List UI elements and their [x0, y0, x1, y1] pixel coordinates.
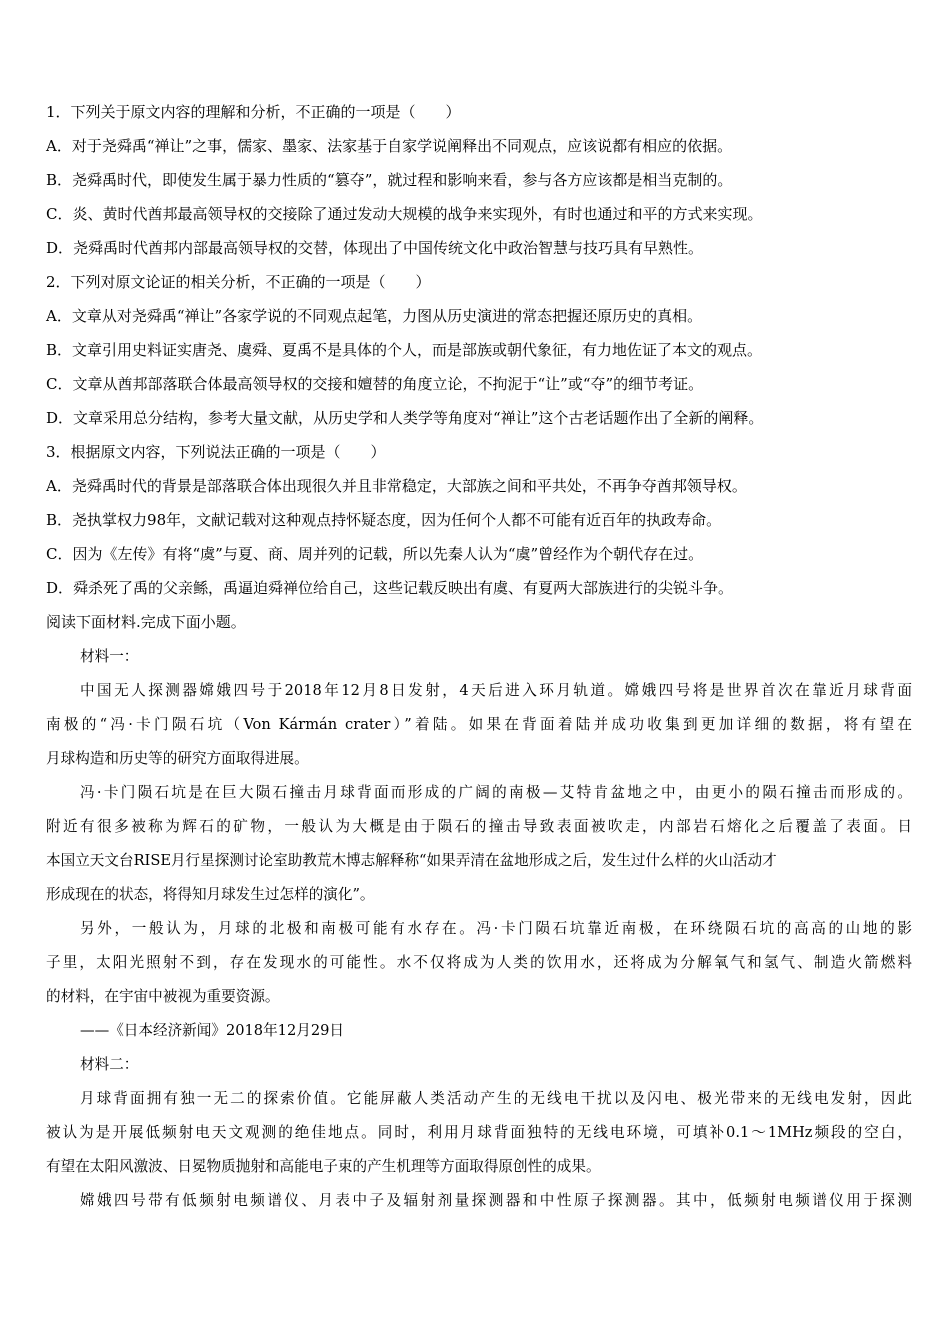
material1-heading: 材料一：	[80, 648, 139, 665]
material2-heading: 材料二：	[80, 1056, 139, 1073]
question-3-option-b: B．尧执掌权力98年，文献记载对这种观点持怀疑态度，因为任何个人都不可能有近百年的执政寿命。	[46, 511, 722, 529]
material1-line: 月球构造和历史等的研究方面取得进展。	[46, 750, 309, 767]
material2-line: 嫦娥四号带有低频射电频谱仪、月表中子及辐射剂量探测器和中性原子探测器。其中，低频射电频谱仪用于探测	[80, 1192, 912, 1209]
question-3-option-c: C．因为《左传》有将“虞”与夏、商、周并列的记载，所以先秦人认为“虞”曾经作为个朝代存在过。	[46, 545, 704, 563]
question-3-option-a: A．尧舜禹时代的背景是部落联合体出现很久并且非常稳定，大部族之间和平共处，不再争夺酋邦领导权。	[46, 477, 747, 495]
question-1-stem: 1．下列关于原文内容的理解和分析，不正确的一项是（ ）	[46, 103, 461, 121]
question-2-option-d: D．文章采用总分结构，参考大量文献，从历史学和人类学等角度对“禅让”这个古老话题作出了全新的阐释。	[46, 409, 764, 427]
material2-line: 月球背面拥有独一无二的探索价值。它能屏蔽人类活动产生的无线电干扰以及闪电、极光带来的无线电发射，因此	[80, 1090, 912, 1107]
material1-line: 本国立天文台RISE月行星探测讨论室助教荒木博志解释称“如果弄清在盆地形成之后，发生过什么样的火山活动才	[46, 852, 777, 869]
material1-line: 冯·卡门陨石坑是在巨大陨石撞击月球背面而形成的广阔的南极—艾特肯盆地之中，由更小的陨石撞击而形成的。	[80, 784, 912, 801]
question-1-option-c: C．炎、黄时代酋邦最高领导权的交接除了通过发动大规模的战争来实现外，有时也通过和平的方式来实现。	[46, 205, 763, 223]
material1-line: 的材料，在宇宙中被视为重要资源。	[46, 988, 280, 1005]
material1-line: 子里，太阳光照射不到，存在发现水的可能性。水不仅将成为人类的饮用水，还将成为分解氧气和氢气、制造火箭燃料	[46, 954, 912, 971]
question-1-option-a: A．对于尧舜禹“禅让”之事，儒家、墨家、法家基于自家学说阐释出不同观点，应该说都有相应的依据。	[46, 137, 733, 155]
question-3-option-d: D．舜杀死了禹的父亲鲧，禹逼迫舜禅位给自己，这些记载反映出有虞、有夏两大部族进行的尖锐斗争。	[46, 579, 734, 597]
question-2-stem: 2．下列对原文论证的相关分析，不正确的一项是（ ）	[46, 273, 431, 291]
material1-line: 附近有很多被称为辉石的矿物，一般认为大概是由于陨石的撞击导致表面被吹走，内部岩石熔化之后覆盖了表面。日	[46, 818, 912, 835]
question-2-option-b: B．文章引用史料证实唐尧、虞舜、夏禹不是具体的个人，而是部族或朝代象征，有力地佐证了本文的观点。	[46, 341, 763, 359]
material1-line: 中国无人探测器嫦娥四号于2018年12月8日发射，4天后进入环月轨道。嫦娥四号将是世界首次在靠近月球背面	[80, 682, 912, 699]
material2-line: 被认为是开展低频射电天文观测的绝佳地点。同时，利用月球背面独特的无线电环境，可填补0.1～1MHz频段的空白，	[46, 1124, 912, 1141]
material1-source: ——《日本经济新闻》2018年12月29日	[80, 1022, 344, 1039]
question-1-option-b: B．尧舜禹时代，即使发生属于暴力性质的“篡夺”，就过程和影响来看，参与各方应该都是相当克制的。	[46, 171, 733, 189]
material1-line: 另外，一般认为，月球的北极和南极可能有水存在。冯·卡门陨石坑靠近南极，在环绕陨石坑的高高的山地的影	[80, 920, 912, 937]
question-2-option-c: C．文章从酋邦部落联合体最高领导权的交接和嬗替的角度立论，不拘泥于“让”或“夺”的细节考证。	[46, 375, 704, 393]
material1-line: 形成现在的状态，将得知月球发生过怎样的演化”。	[46, 886, 375, 903]
material1-line: 南极的“冯·卡门陨石坑（Von Kármán crater）”着陆。如果在背面着陆并成功收集到更加详细的数据，将有望在	[46, 716, 912, 733]
question-3-stem: 3．根据原文内容，下列说法正确的一项是（ ）	[46, 443, 386, 461]
question-2-option-a: A．文章从对尧舜禹“禅让”各家学说的不同观点起笔，力图从历史演进的常态把握还原历史的真相。	[46, 307, 703, 325]
material2-line: 有望在太阳风激波、日冕物质抛射和高能电子束的产生机理等方面取得原创性的成果。	[46, 1158, 601, 1175]
reading-intro: 阅读下面材料.完成下面小题。	[46, 613, 246, 631]
question-1-option-d: D．尧舜禹时代酋邦内部最高领导权的交替，体现出了中国传统文化中政治智慧与技巧具有早熟性。	[46, 239, 704, 257]
